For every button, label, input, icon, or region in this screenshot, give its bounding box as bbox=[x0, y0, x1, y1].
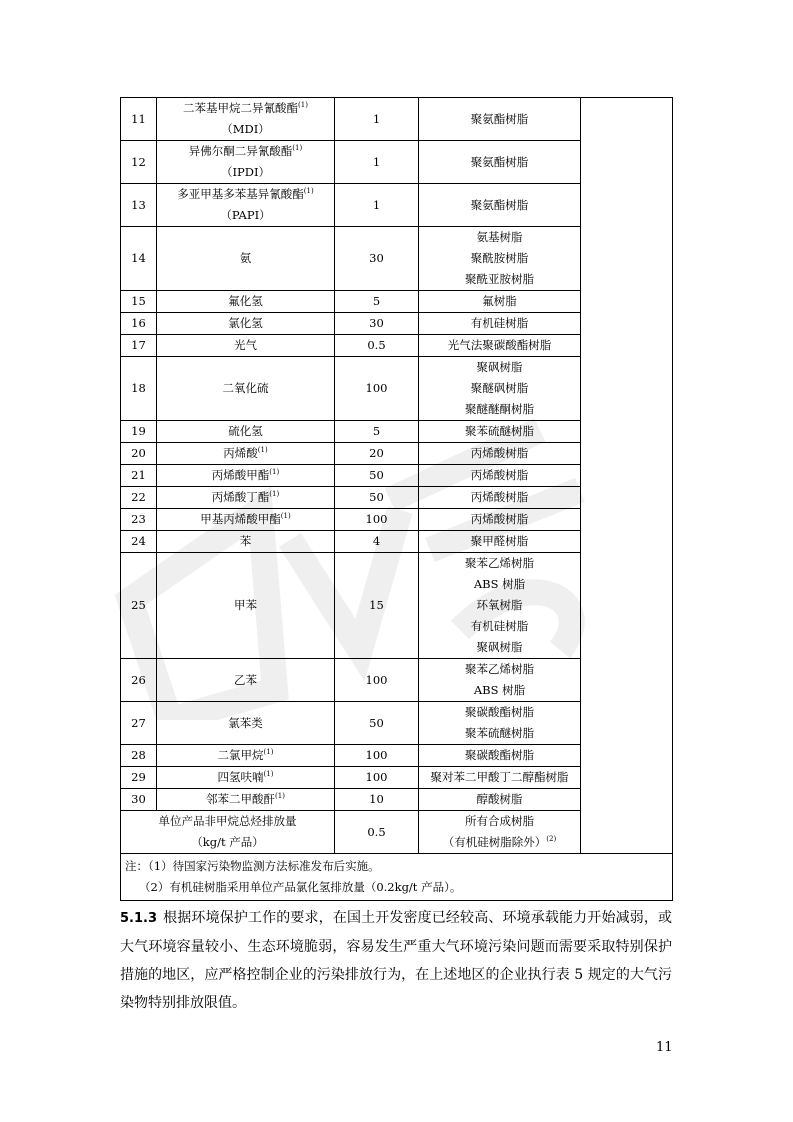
pollutant-name bbox=[157, 335, 335, 357]
pollutant-name bbox=[157, 357, 335, 421]
pollutant-name bbox=[157, 465, 335, 487]
row-number: 29 bbox=[121, 767, 157, 789]
row-number: 20 bbox=[121, 443, 157, 465]
pollutant-name-line: 二苯基甲烷二异氰酸酯 bbox=[183, 101, 299, 115]
resin-type-line: 聚酰亚胺树脂 bbox=[465, 272, 534, 286]
pollutant-name bbox=[157, 702, 335, 745]
pollutant-name-line: 硫化氢 bbox=[228, 424, 263, 438]
limit-value: 10 bbox=[335, 789, 419, 811]
resin-type-line: 聚砜树脂 bbox=[476, 360, 523, 374]
resin-type-line: 有机硅树脂 bbox=[470, 619, 529, 633]
resin-types bbox=[419, 184, 581, 227]
limit-value: 0.5 bbox=[335, 335, 419, 357]
footnote-marker: (1) bbox=[263, 748, 274, 756]
resin-type-line: 光气法聚碳酸酯树脂 bbox=[447, 338, 552, 352]
limit-value: 4 bbox=[335, 531, 419, 553]
resin-types bbox=[419, 98, 581, 141]
resin-type-line: 丙烯酸树脂 bbox=[470, 512, 529, 526]
footnote-marker: (1) bbox=[275, 792, 285, 800]
resin-types bbox=[419, 659, 581, 702]
pollutant-name bbox=[157, 553, 335, 659]
pollutant-name-line: 多亚甲基多苯基异氰酸酯 bbox=[177, 187, 304, 201]
resin-type-line: 聚苯乙烯树脂 bbox=[465, 662, 534, 676]
pollutant-name-line: 丙烯酸丁酯 bbox=[211, 490, 270, 504]
resin-types bbox=[419, 702, 581, 745]
limit-value: 15 bbox=[335, 553, 419, 659]
row-number: 16 bbox=[121, 313, 157, 335]
footnote-marker: (1) bbox=[269, 490, 280, 498]
limit-value: 30 bbox=[335, 227, 419, 291]
resin-type-line: ABS 树脂 bbox=[473, 683, 526, 697]
footnote-marker: (1) bbox=[298, 101, 308, 109]
pollutant-name-line: （MDI） bbox=[221, 122, 270, 136]
pollutant-name bbox=[157, 531, 335, 553]
resin-type-line: 聚苯硫醚树脂 bbox=[465, 424, 534, 438]
pollutant-name bbox=[157, 443, 335, 465]
row-number: 30 bbox=[121, 789, 157, 811]
resin-types bbox=[419, 553, 581, 659]
pollutant-name-line: 丙烯酸 bbox=[223, 446, 258, 460]
row-number: 23 bbox=[121, 509, 157, 531]
summary-resin-line: （有机硅树脂除外） bbox=[442, 835, 547, 849]
monitoring-location-cell bbox=[581, 98, 673, 854]
resin-types bbox=[419, 465, 581, 487]
pollutant-name bbox=[157, 98, 335, 141]
footnote-marker: (2) bbox=[546, 835, 557, 843]
pollutant-name bbox=[157, 313, 335, 335]
pollutant-name-line: 甲苯 bbox=[234, 598, 257, 612]
resin-type-line: 聚苯硫醚树脂 bbox=[465, 726, 534, 740]
row-number: 17 bbox=[121, 335, 157, 357]
pollutant-name bbox=[157, 659, 335, 702]
row-number: 19 bbox=[121, 421, 157, 443]
limit-value: 1 bbox=[335, 184, 419, 227]
paragraph-text: 根据环境保护工作的要求，在国土开发密度已经较高、环境承载能力开始减弱，或大气环境容量较小、生态环境脆弱，容易发生严重大气环境污染问题而需要采取特别保护措施的地区，应严格控制企业的污染排放行为，在上述地区的企业执行表 5 规定的大气污染物特别排放限值。 bbox=[120, 910, 672, 1011]
resin-type-line: 聚醚醚酮树脂 bbox=[465, 402, 534, 416]
pollutant-name bbox=[157, 487, 335, 509]
row-number: 14 bbox=[121, 227, 157, 291]
resin-types bbox=[419, 421, 581, 443]
resin-type-line: 聚碳酸酯树脂 bbox=[465, 705, 534, 719]
pollutant-name-line: 四氢呋喃 bbox=[217, 770, 264, 784]
resin-types bbox=[419, 313, 581, 335]
row-number: 28 bbox=[121, 745, 157, 767]
limit-value: 100 bbox=[335, 357, 419, 421]
row-number: 15 bbox=[121, 291, 157, 313]
limit-value: 100 bbox=[335, 509, 419, 531]
pollutant-name-line: 乙苯 bbox=[234, 672, 257, 687]
resin-type-line: 聚碳酸酯树脂 bbox=[465, 748, 534, 762]
row-number: 27 bbox=[121, 702, 157, 745]
resin-types bbox=[419, 745, 581, 767]
resin-type-line: 聚氨酯树脂 bbox=[470, 154, 529, 169]
pollutant-name bbox=[157, 509, 335, 531]
summary-name-line: （kg/t 产品） bbox=[191, 835, 264, 849]
limit-value: 50 bbox=[335, 487, 419, 509]
limit-value: 1 bbox=[335, 141, 419, 184]
resin-types bbox=[419, 141, 581, 184]
pollutant-name-line: 丙烯酸甲酯 bbox=[211, 468, 270, 482]
limit-value: 100 bbox=[335, 767, 419, 789]
pollutant-name bbox=[157, 227, 335, 291]
pollutant-name bbox=[157, 767, 335, 789]
row-number: 26 bbox=[121, 659, 157, 702]
resin-types bbox=[419, 767, 581, 789]
pollutant-name-line: （PAPI） bbox=[220, 208, 271, 222]
pollutant-name-line: 二氧化硫 bbox=[222, 381, 269, 395]
pollutant-name bbox=[157, 789, 335, 811]
limit-value: 50 bbox=[335, 465, 419, 487]
footnote-marker: (1) bbox=[303, 187, 314, 195]
row-number: 22 bbox=[121, 487, 157, 509]
table-row bbox=[121, 98, 673, 141]
resin-type-line: 聚氨酯树脂 bbox=[470, 111, 529, 126]
pollutant-name-line: 光气 bbox=[234, 338, 257, 352]
footnote-marker: (1) bbox=[269, 468, 280, 476]
pollutant-name-line: 氟化氢 bbox=[228, 294, 263, 308]
resin-type-line: 氟树脂 bbox=[482, 294, 517, 308]
limit-value: 100 bbox=[335, 659, 419, 702]
section-number: 5.1.3 bbox=[120, 911, 158, 926]
summary-name-line: 单位产品非甲烷总烃排放量 bbox=[158, 814, 297, 828]
pollutant-name-line: （IPDI） bbox=[220, 165, 271, 179]
pollutant-name-line: 氨 bbox=[239, 251, 252, 265]
resin-type-line: 环氧树脂 bbox=[476, 598, 523, 612]
resin-type-line: 聚醚砜树脂 bbox=[470, 381, 529, 395]
resin-types bbox=[419, 443, 581, 465]
pollutant-name-line: 二氯甲烷 bbox=[217, 748, 264, 762]
pollutant-name-line: 氯苯类 bbox=[228, 715, 263, 730]
resin-type-line: 丙烯酸树脂 bbox=[470, 490, 529, 504]
resin-type-line: 聚砜树脂 bbox=[476, 640, 523, 654]
resin-types bbox=[419, 357, 581, 421]
footnote-marker: (1) bbox=[280, 512, 291, 520]
pollutant-name bbox=[157, 141, 335, 184]
resin-type-line: 聚苯乙烯树脂 bbox=[465, 556, 534, 570]
pollutant-name-line: 甲基丙烯酸甲酯 bbox=[200, 512, 281, 526]
pollutant-name bbox=[157, 745, 335, 767]
limit-value: 20 bbox=[335, 443, 419, 465]
pollutant-name-line: 异佛尔酮二异氰酸酯 bbox=[188, 144, 293, 158]
limit-value: 100 bbox=[335, 745, 419, 767]
resin-type-line: 醇酸树脂 bbox=[476, 792, 523, 806]
summary-resin bbox=[419, 811, 581, 854]
pollutant-name-line: 氯化氢 bbox=[228, 316, 263, 330]
row-number: 11 bbox=[121, 98, 157, 141]
notes-row bbox=[121, 854, 673, 901]
resin-types bbox=[419, 335, 581, 357]
row-number: 24 bbox=[121, 531, 157, 553]
row-number: 21 bbox=[121, 465, 157, 487]
pollutant-name bbox=[157, 291, 335, 313]
footnote-marker: (1) bbox=[257, 446, 268, 454]
limit-value: 1 bbox=[335, 98, 419, 141]
resin-type-line: 丙烯酸树脂 bbox=[470, 446, 529, 460]
pollutant-name bbox=[157, 421, 335, 443]
emission-limit-table bbox=[120, 97, 673, 901]
resin-type-line: 聚甲醛树脂 bbox=[470, 534, 529, 548]
row-number: 13 bbox=[121, 184, 157, 227]
resin-type-line: 有机硅树脂 bbox=[470, 316, 529, 330]
limit-value: 5 bbox=[335, 291, 419, 313]
resin-types bbox=[419, 531, 581, 553]
resin-type-line: 聚氨酯树脂 bbox=[470, 197, 529, 212]
resin-types bbox=[419, 291, 581, 313]
table-notes bbox=[121, 854, 673, 901]
note-line: （2）有机硅树脂采用单位产品氯化氢排放量（0.2kg/t 产品）。 bbox=[139, 880, 462, 894]
footnote-marker: (1) bbox=[263, 770, 274, 778]
pollutant-name-line: 邻苯二甲酸酐 bbox=[206, 792, 276, 806]
resin-types bbox=[419, 487, 581, 509]
resin-type-line: 聚酰胺树脂 bbox=[470, 251, 529, 265]
row-number: 12 bbox=[121, 141, 157, 184]
summary-name bbox=[121, 811, 335, 854]
resin-types bbox=[419, 509, 581, 531]
limit-value: 30 bbox=[335, 313, 419, 335]
page-number: 11 bbox=[656, 1040, 673, 1055]
limit-value: 5 bbox=[335, 421, 419, 443]
resin-type-line: 丙烯酸树脂 bbox=[470, 468, 529, 482]
summary-resin-line: 所有合成树脂 bbox=[465, 814, 534, 828]
row-number: 25 bbox=[121, 553, 157, 659]
footnote-marker: (1) bbox=[292, 144, 303, 152]
resin-type-line: 氨基树脂 bbox=[476, 230, 523, 244]
row-number: 18 bbox=[121, 357, 157, 421]
resin-type-line: ABS 树脂 bbox=[473, 577, 526, 591]
summary-limit: 0.5 bbox=[335, 811, 419, 854]
limit-value: 50 bbox=[335, 702, 419, 745]
resin-types bbox=[419, 789, 581, 811]
section-paragraph bbox=[120, 904, 672, 1017]
note-line: 注：（1）待国家污染物监测方法标准发布后实施。 bbox=[125, 859, 380, 873]
pollutant-name bbox=[157, 184, 335, 227]
resin-types bbox=[419, 227, 581, 291]
pollutant-name-line: 苯 bbox=[239, 534, 252, 548]
resin-type-line: 聚对苯二甲酸丁二醇酯树脂 bbox=[430, 770, 569, 784]
